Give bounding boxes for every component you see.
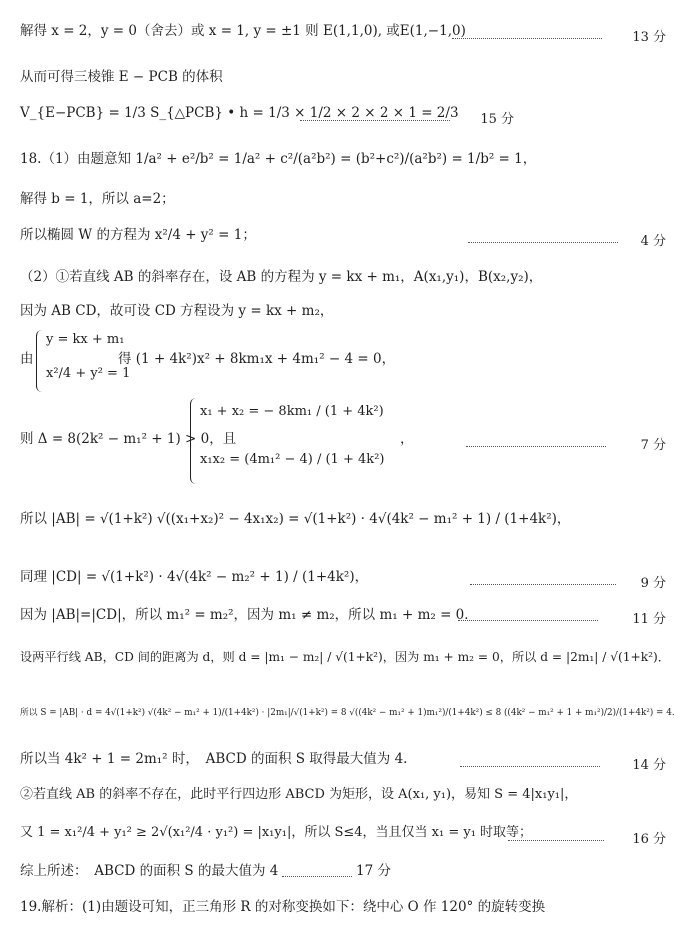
leader-dots <box>468 242 618 243</box>
score-16: 16 分 <box>632 832 666 847</box>
score-11: 11 分 <box>632 612 666 627</box>
text-line-ab-length: 所以 |AB| = √(1+k²) √((x₁+x₂)² − 4x₁x₂) = √(1+k²) · 4√(4k² − m₁² + 1) / (1+4k²)， <box>20 511 571 527</box>
text-line-7: （2）①若直线 AB 的斜率存在，设 AB 的方程为 y = kx + m₁，A(x₁,y₁)，B(x₂,y₂)， <box>20 269 543 285</box>
text-line-area: 所以 S = |AB| · d = 4√(1+k²) √(4k² − m₁² + 1)/(1+4k²) · |2m₁|/√(1+k²) = 8 √((4k² − m₁² + 1)m₁²)/(1+4k²) ≤ 8 ((4k² − m₁² + 1 + m₁²)/2)/(1+4k²) = 4． <box>20 708 681 718</box>
leader-dots <box>460 766 600 767</box>
text-line-summary: 综上所述： ABCD 的面积 S 的最大值为 4 <box>20 863 279 879</box>
system-prefix: 由 <box>20 351 34 367</box>
leader-dots <box>508 840 604 841</box>
vieta-sum: x₁ + x₂ = − 8km₁ / (1 + 4k²) <box>200 404 384 419</box>
text-line-13: 因为 |AB|=|CD|，所以 m₁² = m₂²，因为 m₁ ≠ m₂，所以 m₁ + m₂ = 0． <box>20 607 478 623</box>
text-line-3: V_{E−PCB} = 1/3 S_{△PCB} • h = 1/3 × 1/2 × 2 × 2 × 1 = 2/3 <box>20 105 459 121</box>
text-line-16: 所以当 4k² + 1 = 2m₁² 时， ABCD 的面积 S 取得最大值为 4. <box>20 751 408 767</box>
left-brace <box>190 398 197 484</box>
leader-dots <box>466 446 606 447</box>
leader-dots <box>282 876 352 877</box>
score-13: 13 分 <box>632 30 666 45</box>
text-line-6: 所以椭圆 W 的方程为 x²/4 + y² = 1； <box>20 227 256 243</box>
system-equation-1: y = kx + m₁ <box>46 332 125 347</box>
leader-dots <box>458 620 598 621</box>
score-14: 14 分 <box>632 758 666 773</box>
text-line-18: 又 1 = x₁²/4 + y₁² ≥ 2√(x₁²/4 · y₁²) = |x₁y₁|，所以 S≤4，当且仅当 x₁ = y₁ 时取等； <box>20 825 533 840</box>
score-15: 15 分 <box>480 112 514 127</box>
text-line-8: 因为 AB CD，故可设 CD 方程设为 y = kx + m₂， <box>20 303 334 319</box>
score-7: 7 分 <box>640 438 666 453</box>
text-line-distance: 设两平行线 AB，CD 间的距离为 d，则 d = |m₁ − m₂| / √(1+k²)，因为 m₁ + m₂ = 0，所以 d = |2m₁| / √(1+k²)． <box>20 650 670 664</box>
quadratic-result: 得 (1 + 4k²)x² + 8km₁x + 4m₁² − 4 = 0， <box>118 351 396 367</box>
discriminant-text: 则 Δ = 8(2k² − m₁² + 1) > 0，且 <box>20 431 237 447</box>
leader-dots <box>452 38 602 39</box>
leader-dots <box>300 120 450 121</box>
score-17: 17 分 <box>356 863 391 879</box>
vieta-product: x₁x₂ = (4m₁² − 4) / (1 + 4k²) <box>200 452 385 467</box>
system-equation-2: x²/4 + y² = 1 <box>46 366 131 381</box>
left-brace <box>36 330 43 392</box>
text-line-17: ②若直线 AB 的斜率不存在，此时平行四边形 ABCD 为矩形，设 A(x₁, y₁)，易知 S = 4|x₁y₁|， <box>20 787 578 802</box>
text-line-2: 从而可得三棱锥 E − PCB 的体积 <box>20 69 223 85</box>
text-line-1: 解得 x = 2，y = 0（舍去）或 x = 1, y = ±1 则 E(1,1,0), 或E(1,−1,0) <box>20 23 466 39</box>
score-9: 9 分 <box>640 576 666 591</box>
score-4: 4 分 <box>640 234 666 249</box>
text-line-cd-length: 同理 |CD| = √(1+k²) · 4√(4k² − m₂² + 1) / (1+4k²)， <box>20 569 369 585</box>
comma: ， <box>400 431 414 447</box>
text-line-4: 18.（1）由题意知 1/a² + e²/b² = 1/a² + c²/(a²b²) = (b²+c²)/(a²b²) = 1/b² = 1， <box>20 151 537 167</box>
leader-dots <box>470 584 616 585</box>
text-line-19-intro: 19.解析：(1)由题设可知，正三角形 R 的对称变换如下：绕中心 O 作 120° 的旋转变换 <box>20 899 546 915</box>
text-line-5: 解得 b = 1，所以 a=2； <box>20 191 175 207</box>
